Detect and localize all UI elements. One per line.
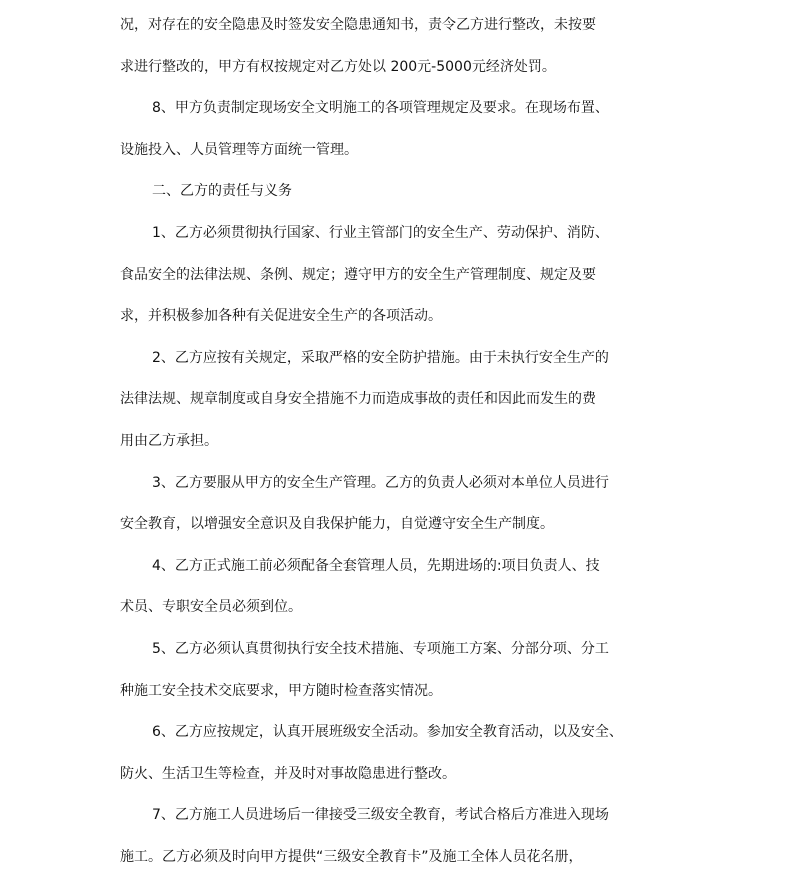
text-line: 施工。乙方必须及时向甲方提供“三级安全教育卡”及施工全体人员花名册， [120,848,583,865]
text-line: 法律法规、规章制度或自身安全措施不力而造成事故的责任和因此而发生的费 [120,391,596,408]
text-line: 食品安全的法律法规、条例、规定；遵守甲方的安全生产管理制度、规定及要 [120,266,596,283]
text-line: 用由乙方承担。 [120,432,218,449]
paragraph-start-line: 6、乙方应按规定，认真开展班级安全活动。参加安全教育活动，以及安全、 [152,724,623,741]
text-line: 安全教育，以增强安全意识及自我保护能力，自觉遵守安全生产制度。 [120,516,554,533]
text-line: 设施投入、人员管理等方面统一管理。 [120,141,358,158]
paragraph-start-line: 4、乙方正式施工前必须配备全套管理人员，先期进场的:项目负责人、技 [152,557,600,574]
text-line: 况，对存在的安全隐患及时签发安全隐患通知书，责令乙方进行整改，未按要 [120,17,596,33]
text-line: 求，并积极参加各种有关促进安全生产的各项活动。 [120,308,442,325]
text-line: 术员、专职安全员必须到位。 [120,599,302,616]
paragraph-start-line: 2、乙方应按有关规定，采取严格的安全防护措施。由于未执行安全生产的 [152,349,609,366]
text-line: 求进行整改的，甲方有权按规定对乙方处以 200元-5000元经济处罚。 [120,58,556,75]
section-heading: 二、乙方的责任与义务 [152,183,292,200]
paragraph-start-line: 7、乙方施工人员进场后一律接受三级安全教育，考试合格后方准进入现场 [152,807,609,824]
paragraph-start-line: 1、乙方必须贯彻执行国家、行业主管部门的安全生产、劳动保护、消防、 [152,224,609,241]
paragraph-start-line: 5、乙方必须认真贯彻执行安全技术措施、专项施工方案、分部分项、分工 [152,640,609,657]
text-line: 防火、生活卫生等检查，并及时对事故隐患进行整改。 [120,765,456,782]
paragraph-start-line: 3、乙方要服从甲方的安全生产管理。乙方的负责人必须对本单位人员进行 [152,474,609,491]
paragraph-start-line: 8、甲方负责制定现场安全文明施工的各项管理规定及要求。在现场布置、 [152,100,609,117]
text-line: 种施工安全技术交底要求，甲方随时检查落实情况。 [120,682,442,699]
